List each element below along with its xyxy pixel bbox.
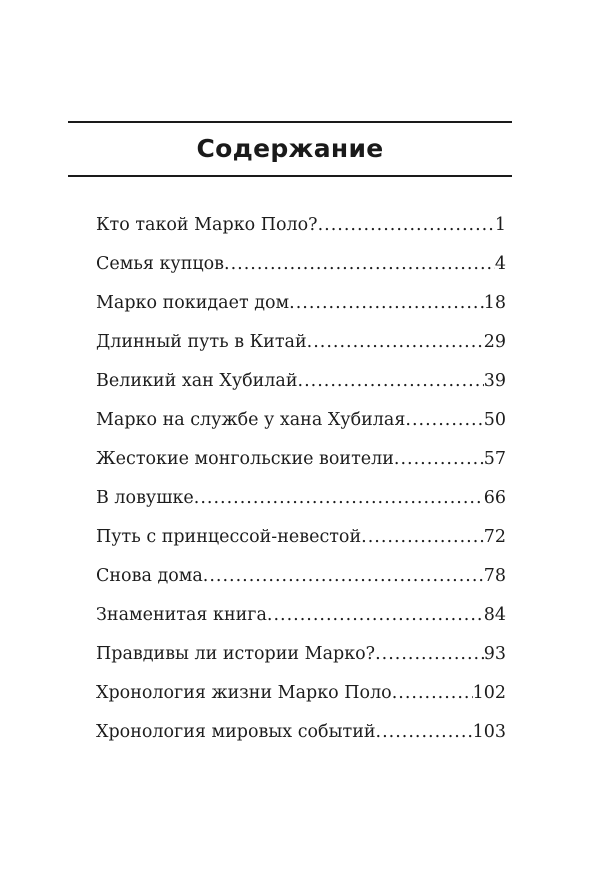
toc-entry-title: Знаменитая книга bbox=[96, 605, 267, 625]
toc-entry-title: Длинный путь в Китай bbox=[96, 332, 307, 352]
toc-entry-title: Марко на службе у хана Хубилая bbox=[96, 410, 406, 430]
toc-entry[interactable] bbox=[96, 561, 506, 600]
leader-dots bbox=[307, 327, 484, 357]
toc-entry-title: В ловушке bbox=[96, 488, 194, 508]
toc-entry[interactable] bbox=[96, 600, 506, 639]
toc-entry[interactable] bbox=[96, 522, 506, 561]
toc-entry[interactable] bbox=[96, 327, 506, 366]
leader-dots bbox=[289, 288, 484, 318]
toc-entry-title: Снова дома bbox=[96, 566, 203, 586]
toc-entry-page: 39 bbox=[483, 371, 506, 391]
leader-dots bbox=[392, 678, 473, 708]
toc-entry[interactable] bbox=[96, 366, 506, 405]
bottom-rule bbox=[68, 175, 512, 177]
toc-entry-title: Правдивы ли истории Марко? bbox=[96, 644, 376, 664]
toc-entry-page: 1 bbox=[494, 215, 506, 235]
toc-entry-title: Хронология жизни Марко Поло bbox=[96, 683, 392, 703]
toc-entry-title: Хронология мировых событий bbox=[96, 722, 376, 742]
toc-entry[interactable] bbox=[96, 444, 506, 483]
leader-dots bbox=[203, 561, 484, 591]
toc-entry[interactable] bbox=[96, 717, 506, 756]
toc-entry-page: 4 bbox=[494, 254, 506, 274]
toc-entry[interactable] bbox=[96, 249, 506, 288]
toc-entry[interactable] bbox=[96, 210, 506, 249]
toc-entry[interactable] bbox=[96, 288, 506, 327]
toc-entry-title: Семья купцов bbox=[96, 254, 225, 274]
toc-entry-page: 72 bbox=[483, 527, 506, 547]
toc-entry-page: 57 bbox=[483, 449, 506, 469]
toc-entry-page: 18 bbox=[483, 293, 506, 313]
leader-dots bbox=[267, 600, 484, 630]
toc-entry-page: 66 bbox=[483, 488, 506, 508]
leader-dots bbox=[361, 522, 484, 552]
leader-dots bbox=[224, 249, 495, 279]
toc-entry[interactable] bbox=[96, 678, 506, 717]
toc-entry-page: 93 bbox=[483, 644, 506, 664]
leader-dots bbox=[318, 210, 495, 240]
leader-dots bbox=[375, 639, 484, 669]
leader-dots bbox=[194, 483, 484, 513]
toc-entry[interactable] bbox=[96, 483, 506, 522]
toc-entry[interactable] bbox=[96, 405, 506, 444]
leader-dots bbox=[394, 444, 484, 474]
page-title: Содержание bbox=[196, 134, 384, 163]
leader-dots bbox=[405, 405, 483, 435]
toc-entry-page: 78 bbox=[483, 566, 506, 586]
toc-entry-title: Жестокие монгольские воители bbox=[96, 449, 394, 469]
leader-dots bbox=[298, 366, 484, 396]
toc-entry-page: 84 bbox=[483, 605, 506, 625]
toc-entry-page: 50 bbox=[483, 410, 506, 430]
toc-entry-title: Кто такой Марко Поло? bbox=[96, 215, 318, 235]
table-of-contents bbox=[96, 210, 506, 756]
toc-entry-page: 102 bbox=[472, 683, 506, 703]
toc-entry[interactable] bbox=[96, 639, 506, 678]
toc-entry-title: Марко покидает дом bbox=[96, 293, 290, 313]
top-rule bbox=[68, 121, 512, 123]
toc-entry-title: Путь с принцессой-невестой bbox=[96, 527, 362, 547]
toc-entry-page: 29 bbox=[483, 332, 506, 352]
toc-entry-title: Великий хан Хубилай bbox=[96, 371, 298, 391]
toc-entry-page: 103 bbox=[472, 722, 506, 742]
leader-dots bbox=[376, 717, 473, 747]
